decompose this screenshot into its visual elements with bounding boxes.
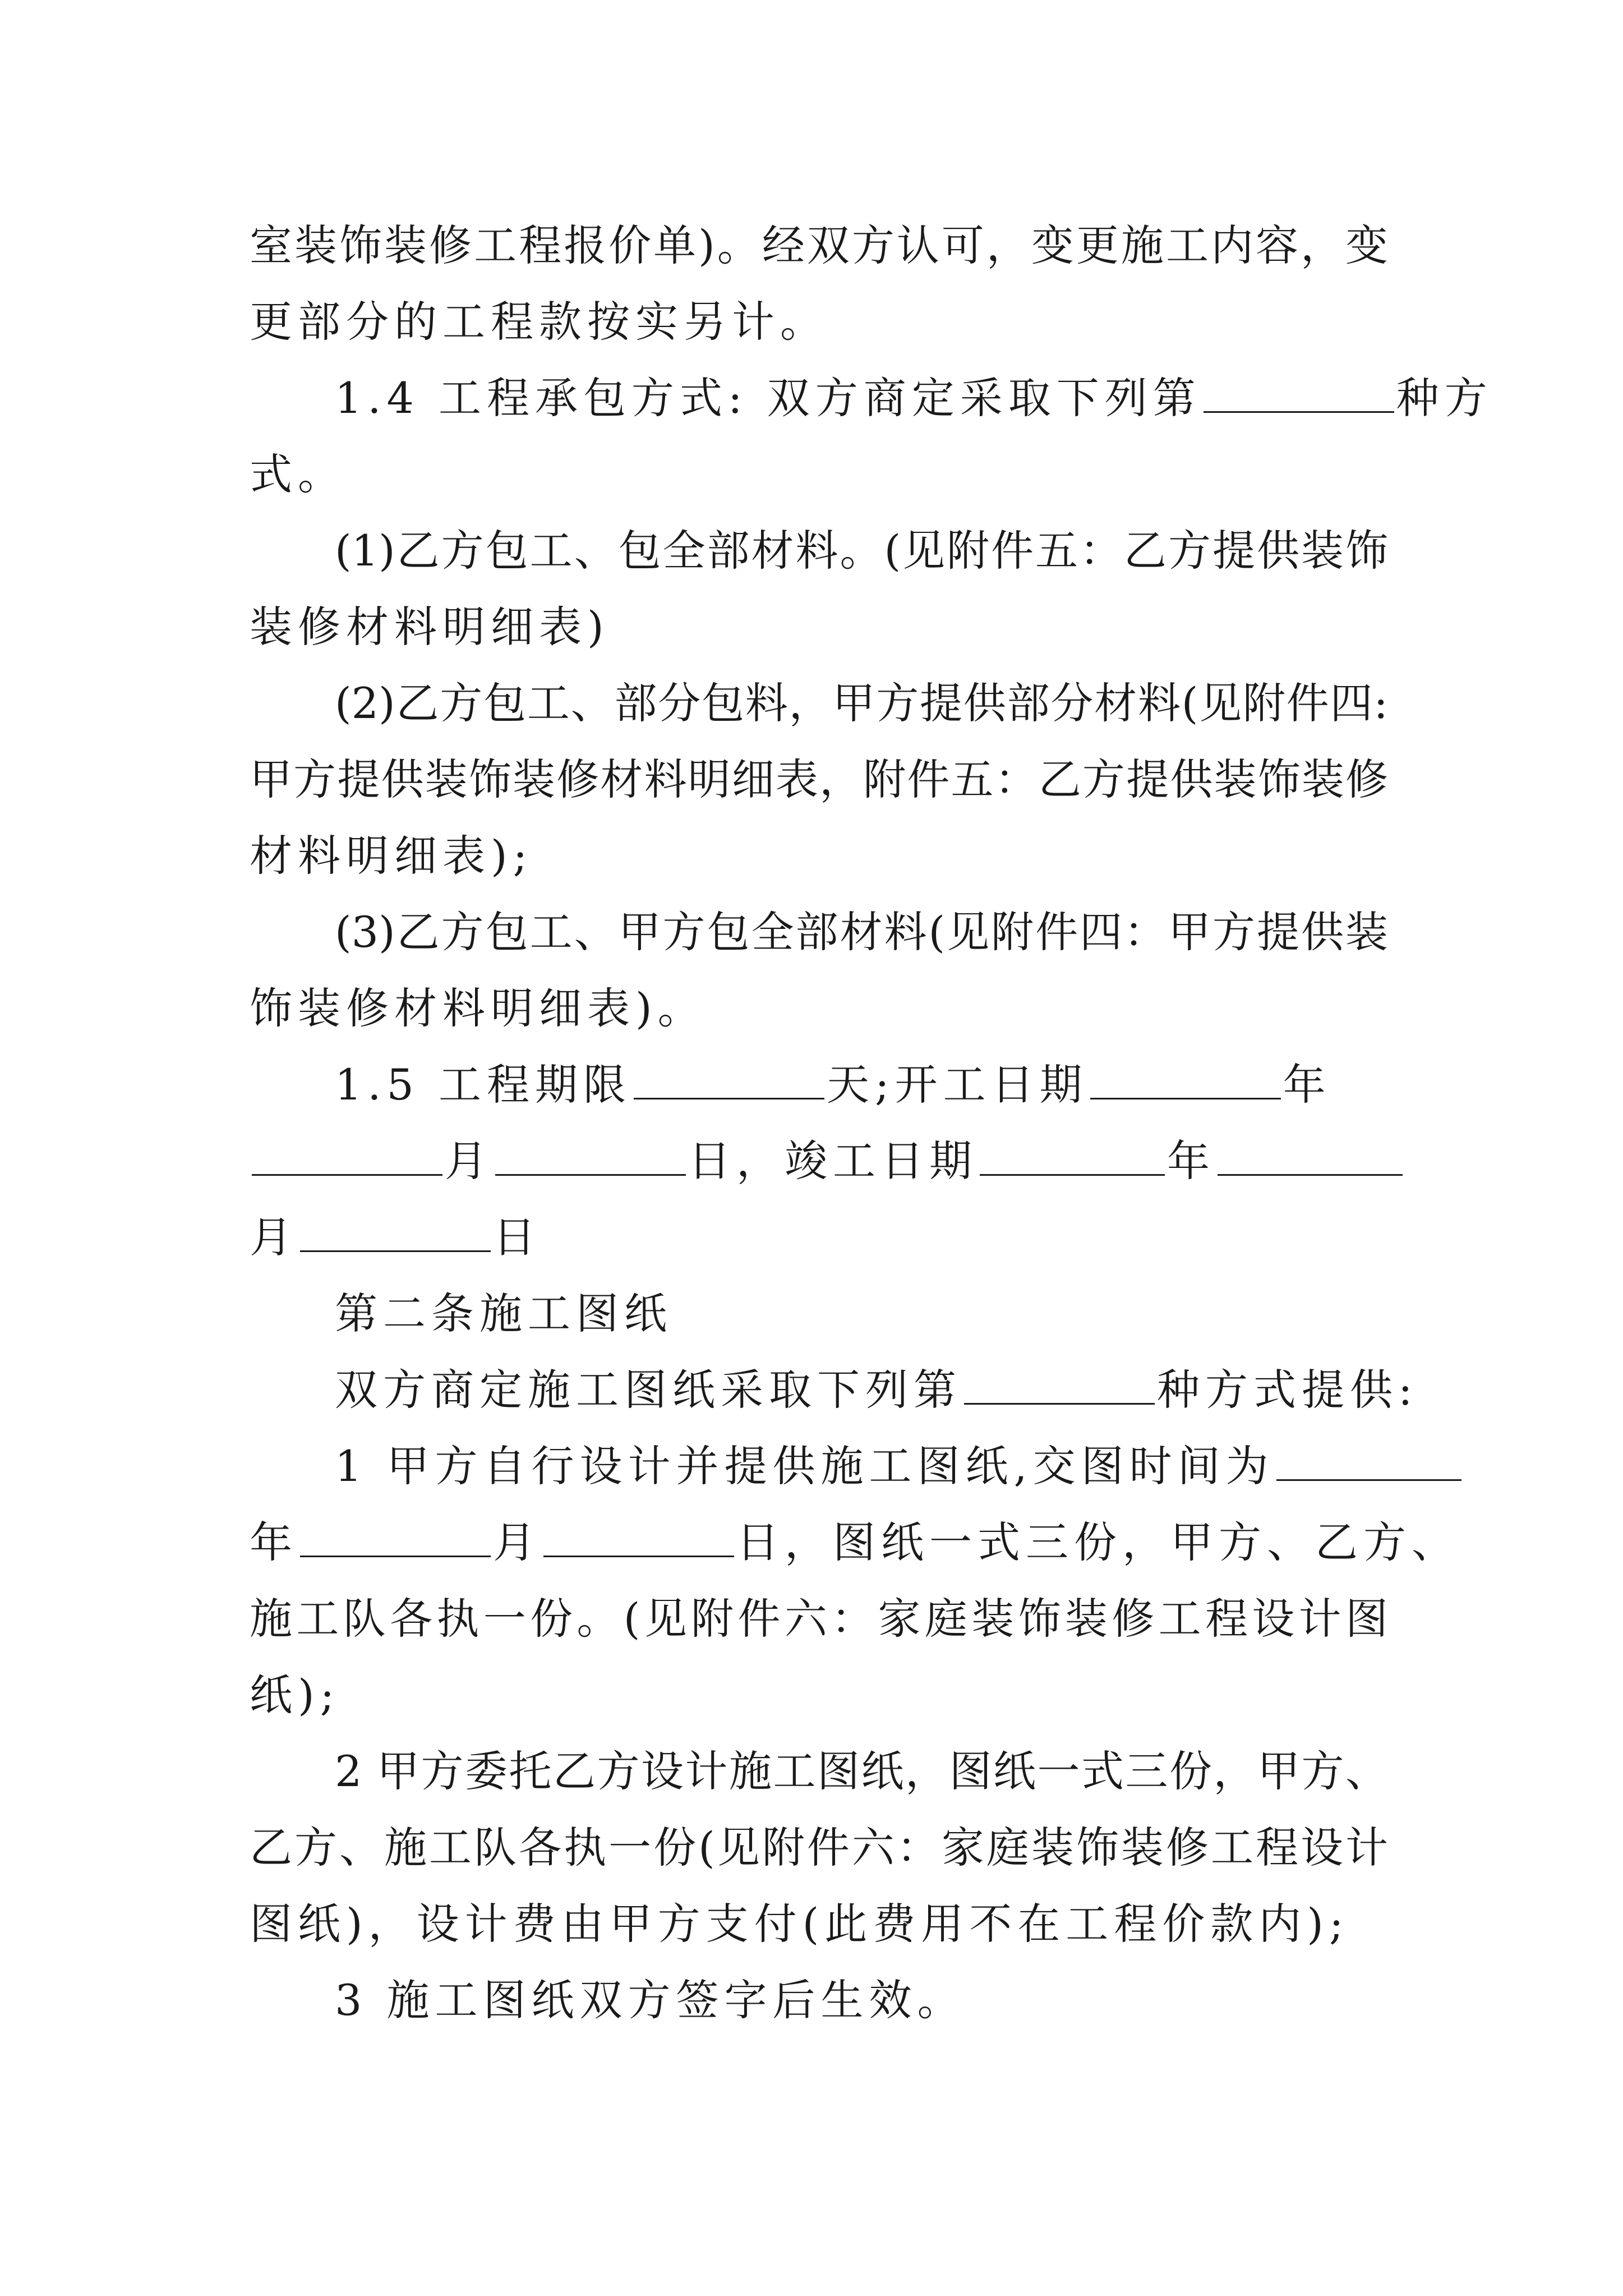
text-line: 更部分的工程款按实另计。 bbox=[250, 297, 828, 347]
text-line bbox=[250, 1199, 1388, 1276]
fill-blank bbox=[495, 1135, 686, 1176]
text-line bbox=[250, 1428, 1388, 1504]
text-line: 装修材料明细表) bbox=[250, 602, 610, 652]
text-line: 材料明细表); bbox=[250, 831, 533, 881]
fill-blank bbox=[543, 1516, 734, 1557]
text-line bbox=[250, 1504, 1460, 1581]
text-line: (2)乙方包工、部分包料，甲方提供部分材料(见附件四: bbox=[335, 678, 1388, 728]
text-fragment: 种方 bbox=[1396, 373, 1493, 423]
fill-blank bbox=[300, 1516, 491, 1557]
text-line: 图纸)，设计费由甲方支付(此费用不在工程价款内); bbox=[250, 1899, 1349, 1949]
text-fragment: 天;开工日期 bbox=[827, 1060, 1088, 1110]
text-line: (3)乙方包工、甲方包全部材料(见附件四：甲方提供装 bbox=[335, 907, 1388, 957]
fill-blank bbox=[1090, 1059, 1281, 1099]
text-line bbox=[250, 360, 1493, 436]
text-line bbox=[250, 1352, 1418, 1428]
text-fragment: 日，图纸一式三份，甲方、乙方、 bbox=[736, 1517, 1460, 1567]
fill-blank bbox=[300, 1211, 491, 1252]
clause-1-4-label: 1.4 工程承包方式: 双方商定采取下列第 bbox=[335, 373, 1201, 423]
fill-blank bbox=[1204, 372, 1394, 413]
text-fragment: 日 bbox=[493, 1212, 541, 1262]
text-fragment: 种方式提供: bbox=[1157, 1365, 1418, 1415]
text-line: 2 甲方委托乙方设计施工图纸，图纸一式三份，甲方、 bbox=[335, 1746, 1388, 1796]
text-line: 纸); bbox=[250, 1670, 340, 1720]
text-fragment: 月 bbox=[250, 1212, 298, 1262]
fill-blank bbox=[252, 1135, 442, 1176]
fill-blank bbox=[1218, 1135, 1403, 1176]
text-line bbox=[250, 1047, 1388, 1123]
document-page bbox=[250, 208, 1493, 2039]
text-line bbox=[250, 1123, 1388, 1199]
text-line: 甲方提供装饰装修材料明细表，附件五：乙方提供装饰装修 bbox=[250, 754, 1388, 804]
text-line: (1)乙方包工、包全部材料。(见附件五：乙方提供装饰 bbox=[335, 526, 1388, 576]
text-line: 室装饰装修工程报价单)。经双方认可，变更施工内容，变 bbox=[250, 220, 1388, 270]
text-line: 3 施工图纸双方签字后生效。 bbox=[335, 1975, 966, 2025]
fill-blank bbox=[634, 1059, 824, 1099]
text-fragment: 1 甲方自行设计并提供施工图纸,交图时间为 bbox=[335, 1441, 1274, 1491]
text-fragment: 月 bbox=[445, 1136, 493, 1186]
text-fragment: 年 bbox=[250, 1517, 298, 1567]
text-fragment: 月 bbox=[493, 1517, 541, 1567]
text-line: 式。 bbox=[250, 449, 346, 499]
fill-blank bbox=[1276, 1440, 1461, 1481]
text-fragment: 年 bbox=[1167, 1136, 1215, 1186]
text-line: 乙方、施工队各执一份(见附件六：家庭装饰装修工程设计 bbox=[250, 1823, 1388, 1872]
text-fragment: 年 bbox=[1283, 1060, 1331, 1110]
text-line: 饰装修材料明细表)。 bbox=[250, 983, 706, 1033]
section-heading: 第二条施工图纸 bbox=[335, 1289, 672, 1338]
text-fragment: 日，竣工日期 bbox=[688, 1136, 978, 1186]
clause-1-5-label: 1.5 工程期限 bbox=[335, 1060, 632, 1110]
text-fragment: 双方商定施工图纸采取下列第 bbox=[335, 1365, 962, 1415]
text-line: 施工队各执一份。(见附件六：家庭装饰装修工程设计图 bbox=[250, 1594, 1388, 1644]
fill-blank bbox=[980, 1135, 1165, 1176]
fill-blank bbox=[964, 1364, 1155, 1405]
